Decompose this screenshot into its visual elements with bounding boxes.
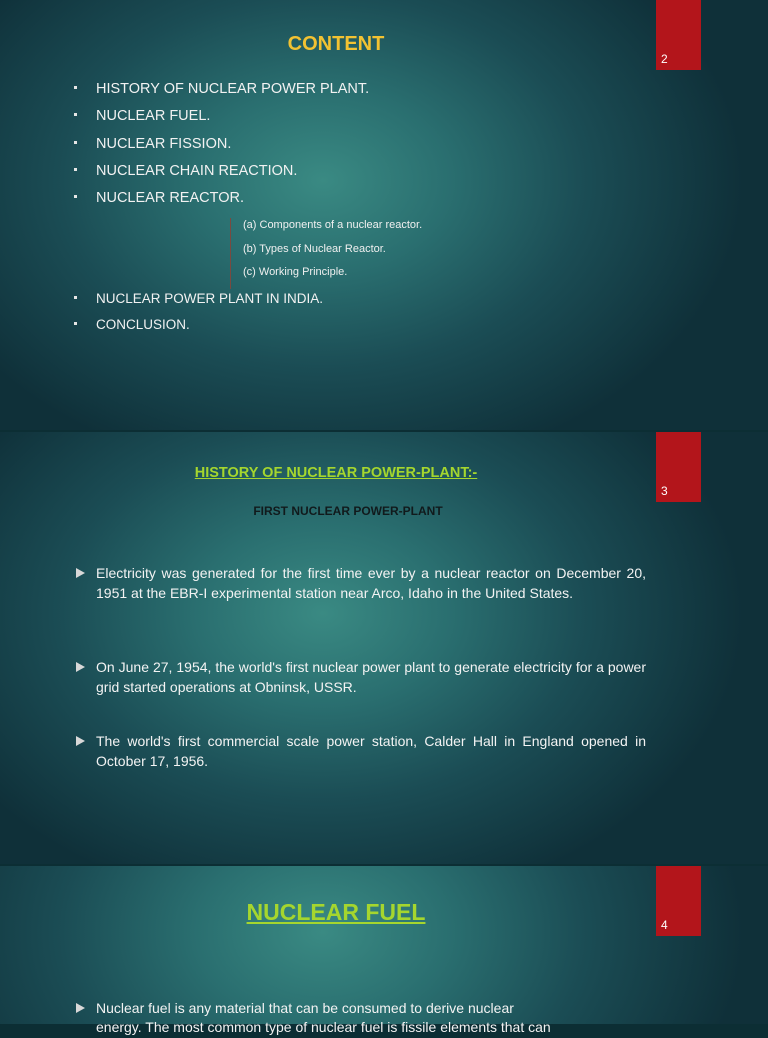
slide-number: 3 <box>661 484 668 498</box>
slide-subtitle: FIRST NUCLEAR POWER-PLANT <box>253 504 443 518</box>
list-item <box>74 107 634 134</box>
bullet-icon <box>74 322 77 325</box>
contents-list <box>74 80 634 216</box>
paragraph-text-cut: energy. The most common type of nuclear fuel is fissile elements that can <box>96 1019 551 1035</box>
bullet-icon <box>74 86 77 89</box>
list-item <box>74 135 634 162</box>
arrow-bullet-icon <box>76 736 85 746</box>
list-item <box>74 316 634 342</box>
slide-number: 2 <box>661 52 668 66</box>
contents-list-lower <box>74 290 634 342</box>
list-item-label: CONCLUSION. <box>96 317 190 332</box>
slide-title: HISTORY OF NUCLEAR POWER-PLANT:- <box>194 465 478 481</box>
bullet-icon <box>74 168 77 171</box>
bullet-icon <box>74 113 77 116</box>
list-item-label: NUCLEAR FUEL. <box>96 108 211 125</box>
paragraph-text: Nuclear fuel is any material that can be consumed to derive nuclear <box>96 1000 514 1016</box>
history-paragraph <box>76 658 646 697</box>
sub-list-item: (c) Working Principle. <box>243 266 348 278</box>
list-item-label: NUCLEAR CHAIN REACTION. <box>96 162 298 179</box>
bullet-icon <box>74 296 77 299</box>
slide-number: 4 <box>661 918 668 932</box>
arrow-bullet-icon <box>76 662 85 672</box>
list-item <box>74 162 634 189</box>
list-item <box>74 290 634 316</box>
paragraph-text: On June 27, 1954, the world's first nuclear power plant to generate electricity for a power grid started operations at Obninsk, USSR. <box>96 659 646 695</box>
sub-list-item: (b) Types of Nuclear Reactor. <box>243 242 386 255</box>
slide-history <box>0 432 768 864</box>
paragraph-text: The world's first commercial scale power station, Calder Hall in England opened in October 17, 1956. <box>96 733 646 769</box>
reactor-sub-list <box>230 218 543 289</box>
list-item-label: NUCLEAR POWER PLANT IN INDIA. <box>96 291 324 306</box>
list-item <box>74 80 634 107</box>
slide-contents <box>0 0 768 430</box>
fuel-paragraph <box>76 999 626 1019</box>
bullet-icon <box>74 141 77 144</box>
slide-title: NUCLEAR FUEL <box>246 899 426 925</box>
history-paragraph <box>76 732 646 771</box>
list-item-label: NUCLEAR REACTOR. <box>96 190 244 207</box>
slide-nuclear-fuel <box>0 866 768 1035</box>
arrow-bullet-icon <box>76 568 85 578</box>
paragraph-text: Electricity was generated for the first time ever by a nuclear reactor on December 20, 1951 at the EBR-I experimental station near Arco, Idaho in the United States. <box>96 565 646 601</box>
list-item-label: HISTORY OF NUCLEAR POWER PLANT. <box>96 81 370 97</box>
sub-list-item: (a) Components of a nuclear reactor. <box>243 219 423 231</box>
history-paragraph <box>76 564 646 603</box>
arrow-bullet-icon <box>76 1003 85 1013</box>
list-item <box>74 189 634 216</box>
bullet-icon <box>74 195 77 198</box>
list-item-label: NUCLEAR FISSION. <box>96 135 232 152</box>
slide-title: CONTENT <box>287 33 385 55</box>
